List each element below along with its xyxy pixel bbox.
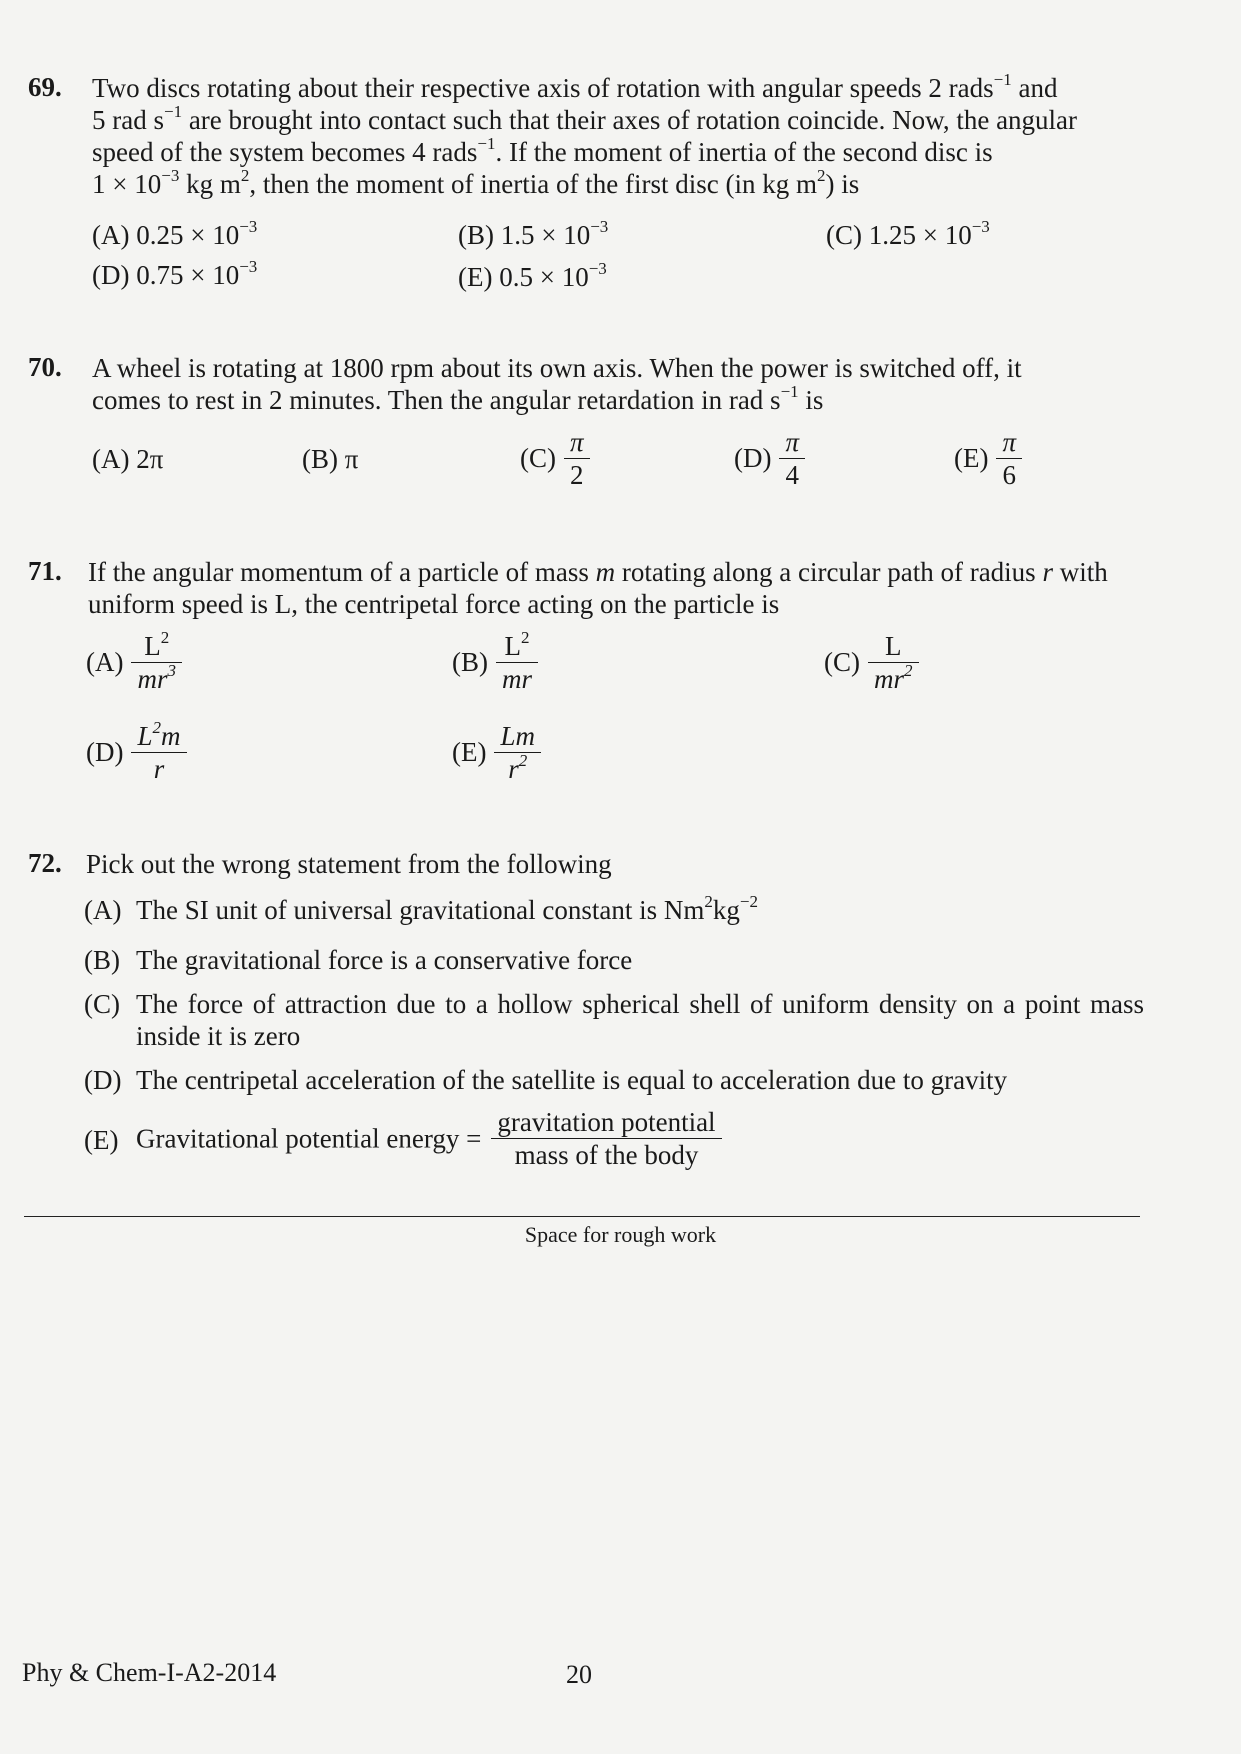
text-line: The SI unit of universal gravitational constant is Nm — [136, 895, 705, 925]
question-71 — [28, 556, 1148, 796]
superscript: 2 — [904, 661, 913, 680]
option-a[interactable] — [92, 444, 163, 475]
question-stem: Pick out the wrong statement from the following — [86, 849, 612, 879]
option-label: (D) — [734, 443, 772, 473]
denominator — [496, 663, 538, 695]
denominator: 6 — [1002, 460, 1016, 490]
numerator: gravitation potential — [491, 1106, 721, 1139]
statement-label: (A) — [84, 895, 122, 925]
superscript: 2 — [521, 628, 530, 647]
option-label: (A) — [86, 647, 124, 677]
text-line: is — [798, 385, 824, 415]
numerator-text: m — [161, 721, 181, 751]
rough-work-label: Space for rough work — [524, 1222, 717, 1247]
superscript: −1 — [780, 382, 799, 401]
numerator: π — [564, 426, 590, 459]
option-label: (D) 0.75 × 10 — [92, 260, 240, 290]
superscript: −3 — [239, 217, 258, 236]
denominator — [868, 663, 919, 695]
text-line: . If the moment of inertia of the second disc is — [495, 137, 993, 167]
page-number: 20 — [566, 1660, 592, 1689]
question-text — [88, 556, 1142, 620]
fraction — [996, 426, 1022, 491]
text-line: uniform speed is L, the centripetal force acting on the particle is — [88, 589, 780, 619]
option-label: (C) — [824, 647, 860, 677]
text-line: with — [1052, 557, 1108, 587]
option-b[interactable] — [452, 630, 538, 695]
question-number: 72. — [28, 848, 62, 878]
superscript: −1 — [993, 70, 1012, 89]
numerator — [131, 720, 186, 753]
option-e[interactable] — [458, 259, 607, 293]
text-line: kg — [712, 895, 740, 925]
numerator: π — [996, 426, 1022, 459]
statement-text: The gravitational force is a conservative force — [136, 945, 633, 975]
option-label: (C) 1.25 × 10 — [826, 220, 972, 250]
option-b[interactable] — [302, 444, 358, 475]
fraction — [564, 426, 590, 491]
denominator: 2 — [570, 460, 584, 490]
text-line: speed of the system becomes 4 rads — [92, 137, 478, 167]
superscript: −1 — [163, 102, 183, 121]
superscript: −3 — [161, 166, 180, 185]
superscript: 2 — [160, 628, 170, 647]
superscript: −3 — [588, 259, 607, 278]
option-label: (C) — [520, 443, 556, 473]
option-label: (B) — [452, 647, 488, 677]
option-value: 2π — [136, 444, 164, 474]
option-label: (E) — [954, 443, 989, 473]
denominator — [131, 663, 182, 695]
option-c[interactable] — [826, 217, 990, 251]
option-c[interactable] — [520, 426, 590, 491]
option-d[interactable] — [92, 257, 258, 291]
option-label: (D) — [86, 737, 124, 767]
denominator-text: mr — [137, 664, 168, 694]
option-a[interactable] — [92, 217, 258, 251]
option-c[interactable] — [824, 630, 919, 695]
option-a[interactable] — [86, 630, 182, 695]
statement-label: (D) — [84, 1065, 122, 1095]
numerator-text: L — [504, 631, 521, 661]
numerator-text: Lm — [500, 721, 535, 751]
question-70 — [28, 352, 1148, 502]
numerator — [868, 630, 919, 663]
denominator — [494, 753, 541, 785]
superscript: 2 — [518, 751, 528, 770]
numerator — [131, 630, 182, 663]
option-label: (E) 0.5 × 10 — [458, 262, 589, 292]
option-e[interactable] — [954, 426, 1022, 491]
denominator-text: mr — [874, 664, 905, 694]
superscript: 2 — [240, 166, 250, 185]
paper-code: Phy & Chem-I-A2-2014 — [22, 1658, 277, 1687]
superscript: 2 — [704, 892, 713, 911]
numerator: π — [779, 426, 805, 459]
text-line: comes to rest in 2 minutes. Then the angular retardation in rad s — [92, 385, 781, 415]
superscript: −3 — [971, 217, 990, 236]
denominator-text: mr — [502, 664, 533, 694]
divider-line — [24, 1216, 1140, 1217]
fraction — [491, 1106, 721, 1171]
option-value: π — [344, 444, 359, 474]
statement-text — [136, 1106, 1144, 1171]
question-69 — [28, 72, 1148, 292]
superscript: −1 — [477, 134, 496, 153]
text-line: 1 × 10 — [92, 169, 162, 199]
statement-label: (E) — [84, 1125, 119, 1155]
question-text — [86, 848, 1140, 880]
variable: r — [1042, 557, 1053, 587]
question-text — [92, 352, 1146, 416]
option-d[interactable] — [734, 426, 805, 491]
fraction — [131, 720, 186, 785]
fraction — [779, 426, 805, 491]
option-b[interactable] — [458, 217, 609, 251]
option-e[interactable] — [452, 720, 541, 785]
question-72 — [28, 848, 1148, 1188]
statement-text: The force of attraction due to a hollow spherical shell of uniform density on a point mass inside it is zero — [136, 989, 1144, 1051]
variable: m — [595, 557, 616, 587]
superscript: 2 — [152, 718, 162, 737]
text-line: Gravitational potential energy = — [136, 1123, 482, 1154]
statement-text: The centripetal acceleration of the satellite is equal to acceleration due to gravity — [136, 1065, 1008, 1095]
numerator — [494, 720, 541, 753]
denominator: mass of the body — [514, 1140, 699, 1170]
numerator-text: L — [885, 631, 902, 661]
denominator-text: r — [153, 754, 165, 784]
question-number: 69. — [28, 72, 62, 102]
denominator — [131, 753, 186, 785]
option-label: (E) — [452, 737, 487, 767]
superscript: −3 — [590, 217, 609, 236]
denominator: 4 — [785, 460, 799, 490]
denominator-text: r — [508, 754, 519, 784]
question-number: 70. — [28, 352, 62, 382]
fraction — [868, 630, 919, 695]
text-line: Two discs rotating about their respective axis of rotation with angular speeds 2 rads — [92, 73, 994, 103]
text-line: kg m — [179, 169, 241, 199]
question-text — [92, 72, 1146, 200]
fraction — [496, 630, 538, 695]
statement-label: (B) — [84, 945, 120, 975]
option-label: (A) — [92, 444, 130, 474]
text-line: A wheel is rotating at 1800 rpm about its own axis. When the power is switched off, it — [92, 353, 1022, 383]
text-line: 5 rad s — [92, 105, 164, 135]
superscript: 3 — [167, 661, 176, 680]
fraction — [131, 630, 182, 695]
option-label: (B) 1.5 × 10 — [458, 220, 591, 250]
option-d[interactable] — [86, 720, 187, 785]
superscript: 2 — [816, 166, 826, 185]
superscript: −3 — [239, 257, 258, 276]
text-line: and — [1011, 73, 1058, 103]
numerator — [496, 630, 538, 663]
numerator-text: L — [144, 631, 161, 661]
text-line: rotating along a circular path of radius — [615, 557, 1043, 587]
fraction — [494, 720, 541, 785]
numerator-text: L — [137, 721, 153, 751]
text-line: ) is — [825, 169, 860, 199]
superscript: −2 — [739, 892, 758, 911]
option-label: (A) 0.25 × 10 — [92, 220, 240, 250]
question-number: 71. — [28, 556, 62, 586]
statement-text — [136, 894, 1144, 926]
text-line: , then the moment of inertia of the first disc (in kg m — [249, 169, 817, 199]
statement-label: (C) — [84, 989, 120, 1019]
option-label: (B) — [302, 444, 338, 474]
text-line: If the angular momentum of a particle of mass — [88, 557, 596, 587]
text-line: are brought into contact such that their axes of rotation coincide. Now, the angular — [182, 105, 1078, 135]
